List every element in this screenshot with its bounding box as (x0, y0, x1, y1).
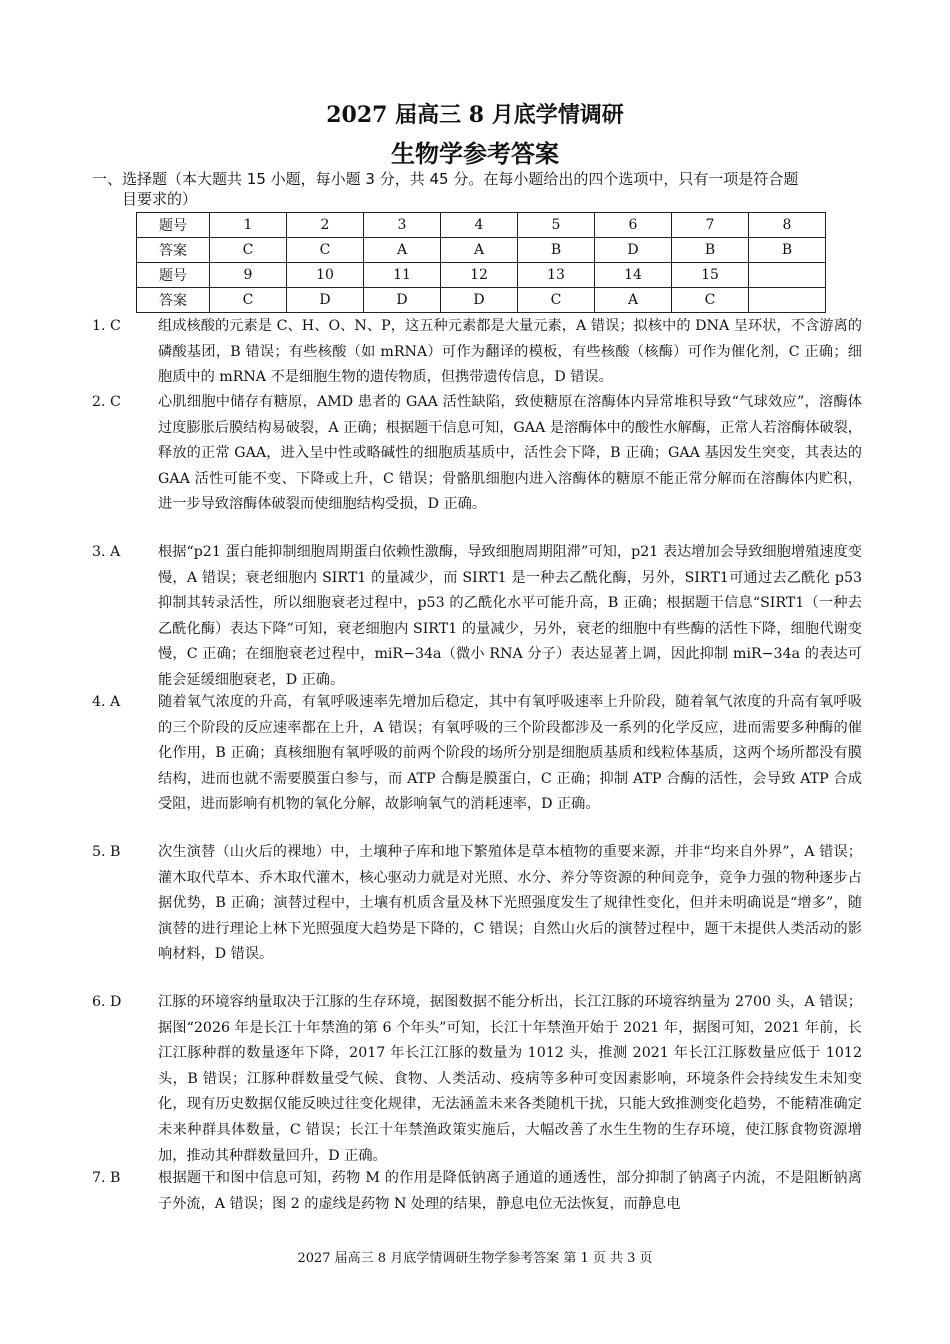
answer-cell: A (441, 238, 518, 263)
explanation-number: 6. D (92, 994, 122, 1010)
table-row-label: 题号 (137, 263, 210, 288)
page-subtitle: 生物学参考答案 (391, 139, 559, 168)
explanation-text: 组成核酸的元素是 C、H、O、N、P，这五种元素都是大量元素，A 错误；拟核中的 DNA 呈环状，不含游离的磷酸基团，B 错误；有些核酸（如 mRNA）可作为翻译的模板，有些核酸（核酶）可作为催化剂，C 正确；细胞质中的 mRNA 不是细胞生物的遗传物质，但携带遗传信息，D 错误。 (158, 318, 862, 386)
explanation-item (92, 840, 862, 968)
question-number-cell: 3 (364, 213, 441, 238)
explanation-number: 3. A (92, 544, 121, 560)
answer-cell: C (672, 288, 749, 313)
answer-cell: B (672, 238, 749, 263)
question-number-cell: 7 (672, 213, 749, 238)
explanation-number: 5. B (92, 844, 121, 860)
question-number-cell: 12 (441, 263, 518, 288)
answer-cell: A (364, 238, 441, 263)
answer-table (136, 212, 826, 313)
explanation-item (92, 540, 862, 694)
table-row-label: 答案 (137, 238, 210, 263)
question-number-cell: 11 (364, 263, 441, 288)
answer-cell: B (518, 238, 595, 263)
answer-cell: C (210, 288, 287, 313)
explanation-number: 2. C (92, 394, 121, 410)
question-number-cell: 14 (595, 263, 672, 288)
question-number-cell: 5 (518, 213, 595, 238)
table-row-numbers (137, 213, 826, 238)
answer-cell (749, 288, 826, 313)
section-heading-text: 一、选择题（本大题共 15 小题，每小题 3 分，共 45 分。在每小题给出的四个选项中，只有一项是符合题 (92, 170, 799, 188)
answer-cell: C (287, 238, 364, 263)
answer-cell: D (595, 238, 672, 263)
explanation-text: 次生演替（山火后的裸地）中，土壤种子库和地下繁殖体是草本植物的重要来源，并非“均来自外界”，A 错误；灌木取代草本、乔木取代灌木，核心驱动力就是对光照、水分、养分等资源的种间竞争，竞争力强的物种逐步占据优势，B 正确；演替过程中，土壤有机质含量及林下光照强度发生了规律性变化，但并未明确说是“增多”，随演替的进行理论上林下光照强度大趋势是下降的，C 错误；自然山火后的演替过程中，题干未提供人类活动的影响材料，D 错误。 (158, 844, 862, 963)
explanation-item (92, 390, 862, 518)
answer-cell: B (749, 238, 826, 263)
question-number-cell: 2 (287, 213, 364, 238)
answer-cell: C (210, 238, 287, 263)
explanation-text: 江豚的环境容纳量取决于江豚的生存环境，据图数据不能分析出，长江江豚的环境容纳量为 2700 头，A 错误；据图“2026 年是长江十年禁渔的第 6 个年头”可知，长江十年禁渔开始于 2021 年，据图可知，2021 年前，长江江豚种群的数量逐年下降，2017 年长江江豚的数量为 1012 头，推测 2021 年长江江豚数量应低于 1012 头，B 错误；江豚种群数量受气候、食物、人类活动、疫病等多种可变因素影响，环境条件会持续发生未知变化，现有历史数据仅能反映过往变化规律，无法涵盖未来各类随机干扰，只能大致推测变化趋势，不能精准确定未来种群具体数量，C 错误；长江十年禁渔政策实施后，大幅改善了水生生物的生存环境，使江豚食物资源增加，推动其种群数量回升，D 正确。 (158, 994, 862, 1164)
answer-cell: A (595, 288, 672, 313)
page-footer: 2027 届高三 8 月底学情调研生物学参考答案 第 1 页 共 3 页 (297, 1251, 653, 1266)
question-number-cell (749, 263, 826, 288)
explanation-item (92, 314, 862, 391)
question-number-cell: 15 (672, 263, 749, 288)
question-number-cell: 13 (518, 263, 595, 288)
question-number-cell: 9 (210, 263, 287, 288)
question-number-cell: 6 (595, 213, 672, 238)
explanation-number: 4. A (92, 694, 121, 710)
answer-cell: D (287, 288, 364, 313)
explanation-text: 心肌细胞中储存有糖原，AMD 患者的 GAA 活性缺陷，致使糖原在溶酶体内异常堆积导致“气球效应”，溶酶体过度膨胀后膜结构易破裂，A 正确；根据题干信息可知，GAA 是溶酶体中的酸性水解酶，正常人若溶酶体破裂，释放的正常 GAA，进入呈中性或略碱性的细胞质基质中，活性会下降，B 正确；GAA 基因发生突变，其表达的 GAA 活性可能不变、下降或上升，C 错误；骨骼肌细胞内进入溶酶体的糖原不能正常分解而在溶酶体内贮积，进一步导致溶酶体破裂而使细胞结构受损，D 正确。 (158, 394, 862, 513)
question-number-cell: 10 (287, 263, 364, 288)
explanation-text: 随着氧气浓度的升高，有氧呼吸速率先增加后稳定，其中有氧呼吸速率上升阶段，随着氧气浓度的升高有氧呼吸的三个阶段的反应速率都在上升，A 错误；有氧呼吸的三个阶段都涉及一系列的化学反应，进而需要多种酶的催化作用，B 正确；真核细胞有氧呼吸的前两个阶段的场所分别是细胞质基质和线粒体基质，这两个场所都没有膜结构，进而也就不需要膜蛋白参与，而 ATP 合酶是膜蛋白，C 正确；抑制 ATP 合酶的活性，会导致 ATP 合成受阻，进而影响有机物的氧化分解，故影响氧气的消耗速率，D 正确。 (158, 694, 862, 813)
explanation-text: 根据“p21 蛋白能抑制细胞周期蛋白依赖性激酶，导致细胞周期阻滞”可知，p21 表达增加会导致细胞增殖速度变慢，A 错误；衰老细胞内 SIRT1 的量减少，而 SIRT1 是一种去乙酰化酶，另外，SIRT1可通过去乙酰化 p53 抑制其转录活性，所以细胞衰老过程中，p53 的乙酰化水平可能升高，B 正确；根据题干信息“SIRT1（一种去乙酰化酶）表达下降”可知，衰老细胞内 SIRT1 的量减少，另外，衰老的细胞中有些酶的活性下降，细胞代谢变慢，C 正确；在细胞衰老过程中，miR−34a（微小 RNA 分子）表达显著上调，因此抑制 miR−34a 的表达可能会延缓细胞衰老，D 正确。 (158, 544, 862, 688)
answer-cell: C (518, 288, 595, 313)
page-title: 2027 届高三 8 月底学情调研 (326, 102, 624, 128)
table-row-label: 题号 (137, 213, 210, 238)
table-row-label: 答案 (137, 288, 210, 313)
question-number-cell: 8 (749, 213, 826, 238)
explanation-text: 根据题干和图中信息可知，药物 M 的作用是降低钠离子通道的通透性，部分抑制了钠离子内流，不是阻断钠离子外流，A 错误；图 2 的虚线是药物 N 处理的结果，静息电位无法恢复，而静息电 (158, 1170, 862, 1212)
question-number-cell: 1 (210, 213, 287, 238)
answer-cell: D (364, 288, 441, 313)
question-number-cell: 4 (441, 213, 518, 238)
section-heading (92, 169, 862, 209)
table-row-numbers (137, 263, 826, 288)
explanation-item (92, 690, 862, 818)
explanation-item (92, 1166, 862, 1217)
table-row-answers (137, 288, 826, 313)
explanation-number: 7. B (92, 1170, 121, 1186)
section-heading-cont: 目要求的） (122, 190, 198, 208)
table-row-answers (137, 238, 826, 263)
answer-cell: D (441, 288, 518, 313)
explanation-item (92, 990, 862, 1169)
explanation-number: 1. C (92, 318, 121, 334)
